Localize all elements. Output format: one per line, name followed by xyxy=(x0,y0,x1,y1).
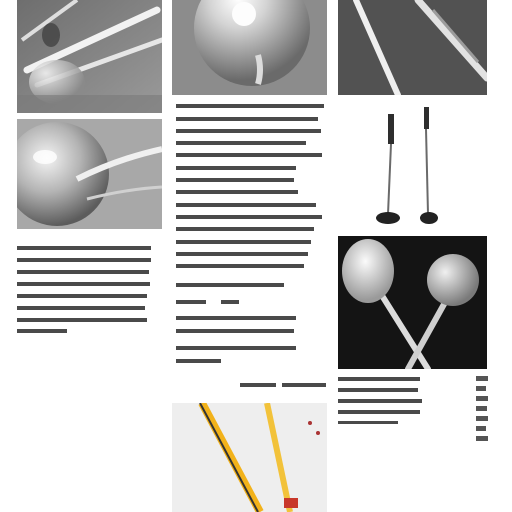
vertical-code-strip xyxy=(476,374,490,446)
spoon-icon xyxy=(172,0,327,95)
text-lines-decoration xyxy=(338,374,426,426)
globe-icon xyxy=(17,119,162,229)
text-lines-decoration xyxy=(17,242,157,337)
photo-colored-chopsticks xyxy=(172,403,327,512)
chopsticks-icon xyxy=(172,403,327,512)
photo-crossed-spoons xyxy=(338,236,487,369)
spoon-icon xyxy=(338,236,487,369)
ladle-icon xyxy=(17,0,162,113)
photo-ladles-closeup xyxy=(17,0,162,113)
left-text-column xyxy=(17,242,157,337)
photo-glass-globe xyxy=(17,119,162,229)
text-lines-decoration xyxy=(176,100,326,365)
photo-spoon-bowl xyxy=(172,0,327,95)
photo-standing-mallets xyxy=(338,102,487,230)
mallet-icon xyxy=(338,102,487,230)
caption-right xyxy=(338,374,426,426)
text-lines-decoration xyxy=(240,380,328,390)
caption-center xyxy=(240,380,328,390)
tongs-icon xyxy=(338,0,487,95)
photo-tongs xyxy=(338,0,487,95)
barcode-decoration xyxy=(476,374,490,446)
article-text-column xyxy=(176,100,326,365)
